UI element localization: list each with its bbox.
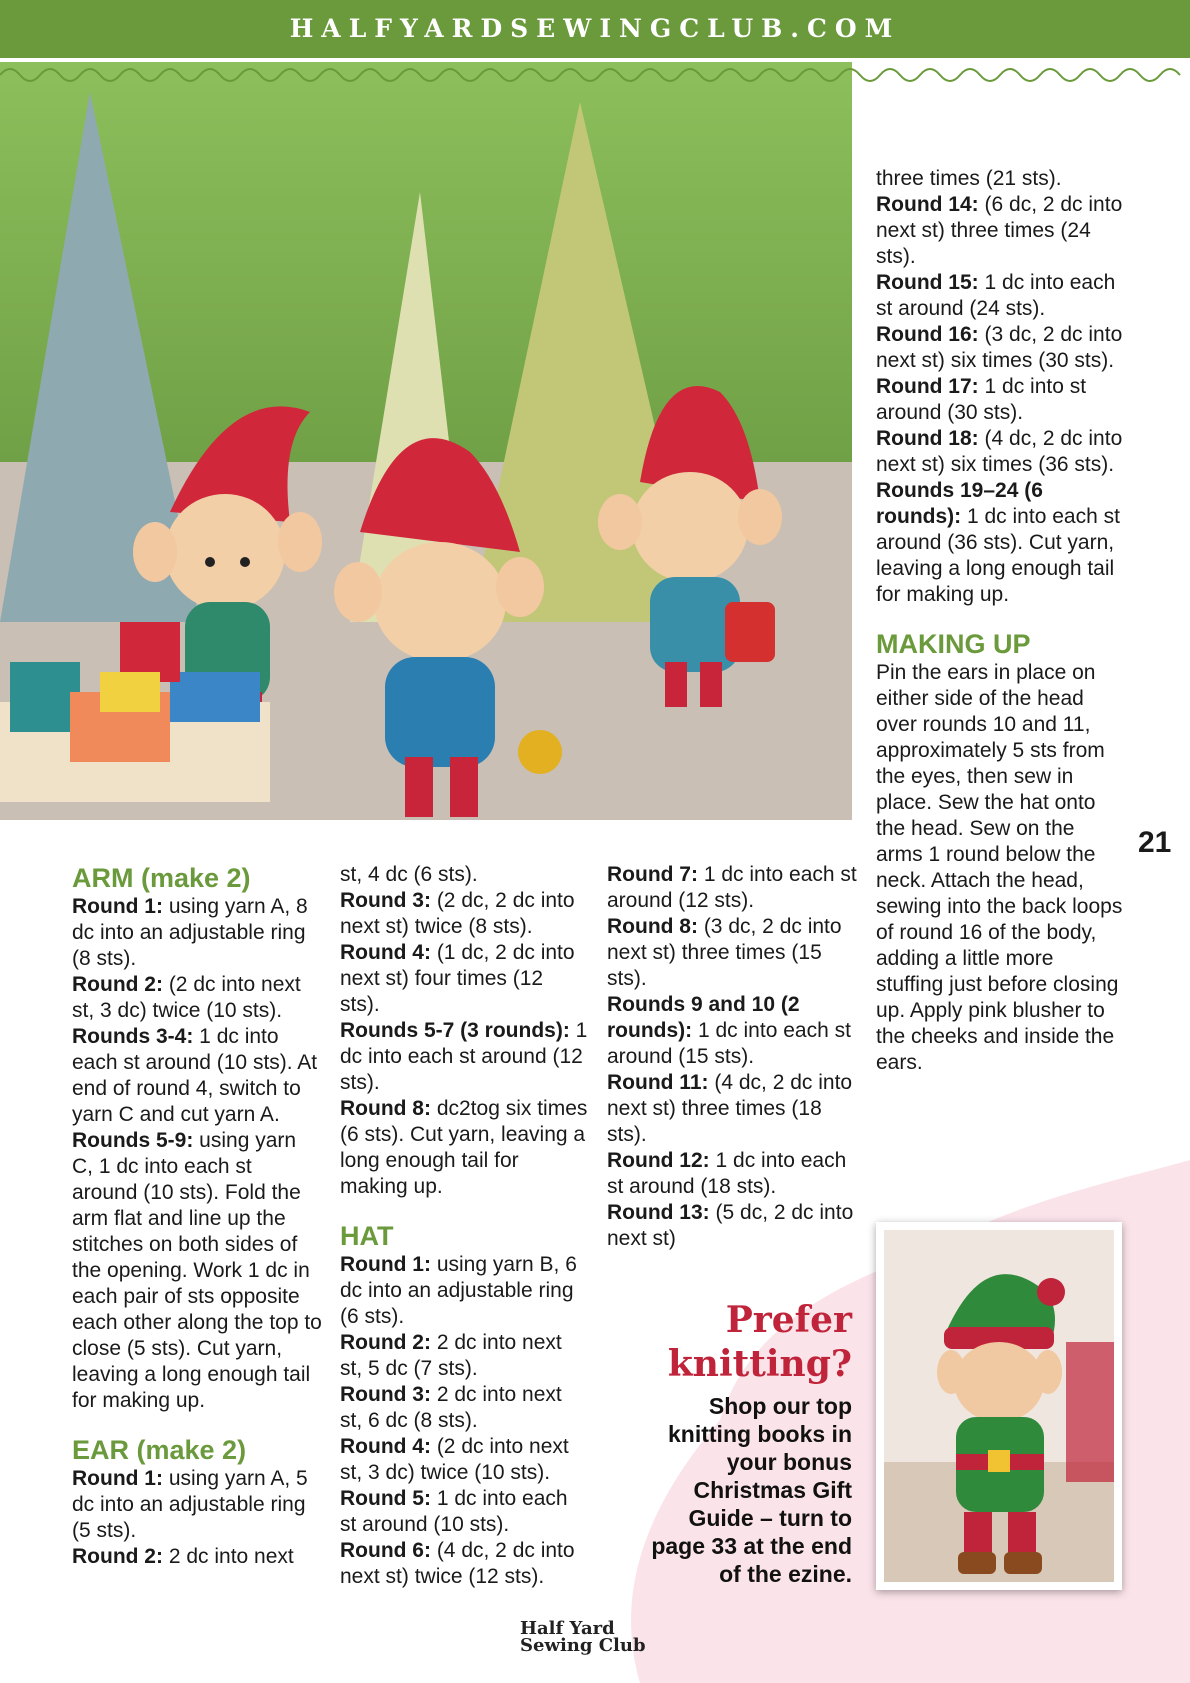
round-label: Round 5: <box>340 1487 431 1510</box>
pattern-round <box>340 1018 588 1096</box>
round-label: Rounds 5-9: <box>72 1129 194 1152</box>
round-label: Round 14: <box>876 193 979 216</box>
promo-title <box>640 1298 852 1386</box>
round-instruction: (3 dc, 2 dc into next st) three times (15 sts). <box>607 915 842 990</box>
pattern-round <box>876 478 1126 608</box>
round-instruction: 2 dc into next st, 5 dc (7 sts). <box>340 1331 562 1380</box>
pattern-round <box>607 862 857 914</box>
round-label: Round 6: <box>340 1539 431 1562</box>
round-instruction: using yarn A, 5 dc into an adjustable ring (5 sts). <box>72 1467 308 1542</box>
round-instruction: dc2tog six times (6 sts). Cut yarn, leaving a long enough tail for making up. <box>340 1097 588 1198</box>
round-instruction: (5 dc, 2 dc into next st) <box>607 1201 854 1250</box>
making-up-heading: MAKING UP <box>876 629 1031 659</box>
pattern-round <box>876 426 1126 478</box>
pattern-round <box>607 992 857 1070</box>
round-instruction: (4 dc, 2 dc into next st) six times (36 sts). <box>876 427 1123 476</box>
round-label: Round 13: <box>607 1201 710 1224</box>
round-instruction: 2 dc into next <box>162 1545 294 1568</box>
round-label: Round 15: <box>876 271 979 294</box>
pattern-round <box>72 972 322 1024</box>
pattern-round <box>876 192 1126 270</box>
round-instruction: 1 dc into each st around (12 sts). <box>607 863 857 912</box>
round-label: Round 1: <box>72 895 163 918</box>
site-url: HALFYARDSEWINGCLUB.COM <box>289 14 901 43</box>
round-label: Round 11: <box>607 1071 709 1094</box>
round-instruction: (2 dc into next st, 3 dc) twice (10 sts). <box>72 973 301 1022</box>
round-instruction: 1 dc into st around (30 sts). <box>876 375 1087 424</box>
round-label: Round 1: <box>72 1467 163 1490</box>
decorative-scroll-border <box>0 62 1190 88</box>
column-2 <box>340 862 588 1590</box>
pattern-round <box>340 1096 588 1200</box>
ear-heading: EAR (make 2) <box>72 1435 247 1465</box>
pattern-round <box>72 894 322 972</box>
promo-title-line1: Prefer <box>725 1299 852 1341</box>
pattern-round <box>72 1128 322 1414</box>
pattern-round <box>340 1434 588 1486</box>
round-label: Round 7: <box>607 863 698 886</box>
round-instruction: using yarn C, 1 dc into each st around (10 sts). Fold the arm flat and line up the stitches on both sides of the opening. Work 1 dc in each pair of sts opposite each other along the top to close (5 sts). Cut yarn, leaving a long enough tail for making up. <box>72 1129 322 1412</box>
round-label: Round 3: <box>340 889 431 912</box>
round-instruction: 1 dc into each st around (10 sts). <box>340 1487 568 1536</box>
round-label: Round 17: <box>876 375 979 398</box>
pattern-round <box>340 1252 588 1330</box>
pattern-round <box>340 1382 588 1434</box>
pattern-round <box>340 1538 588 1590</box>
hat-rounds-final <box>876 192 1126 608</box>
round-instruction: (1 dc, 2 dc into next st) four times (12 sts). <box>340 941 575 1016</box>
round-label: Round 8: <box>607 915 698 938</box>
ear-rounds <box>72 1466 322 1570</box>
footer-logo <box>520 1620 680 1654</box>
ear-rounds-continued <box>340 888 588 1200</box>
elves-illustration <box>0 62 852 820</box>
round-instruction: (6 dc, 2 dc into next st) three times (24 sts). <box>876 193 1123 268</box>
round-label: Round 2: <box>340 1331 431 1354</box>
hero-photo-crochet-elves <box>0 62 852 820</box>
round-label: Round 8: <box>340 1097 431 1120</box>
round-label: Round 12: <box>607 1149 710 1172</box>
round-label: Rounds 19–24 (6 rounds): <box>876 479 1043 528</box>
pattern-round <box>340 1486 588 1538</box>
footer-logo-line2: Sewing Club <box>520 1635 646 1656</box>
pattern-round <box>340 1330 588 1382</box>
round-label: Round 1: <box>340 1253 431 1276</box>
page-number: 21 <box>1138 826 1172 859</box>
footer-logo-line1: Half Yard <box>520 1618 615 1639</box>
round-instruction: using yarn B, 6 dc into an adjustable ring (6 sts). <box>340 1253 577 1328</box>
round-label: Round 4: <box>340 941 431 964</box>
round-label: Rounds 5-7 (3 rounds): <box>340 1019 570 1042</box>
knitted-elf-photo <box>876 1222 1122 1590</box>
pattern-round <box>607 1070 857 1148</box>
round-instruction: (4 dc, 2 dc into next st) twice (12 sts). <box>340 1539 575 1588</box>
hat-rounds <box>340 1252 588 1590</box>
arm-rounds <box>72 894 322 1414</box>
pattern-round <box>876 374 1126 426</box>
round-instruction: 1 dc into each st around (18 sts). <box>607 1149 847 1198</box>
hat-heading: HAT <box>340 1221 394 1251</box>
arm-heading: ARM (make 2) <box>72 863 251 893</box>
round-label: Rounds 3-4: <box>72 1025 194 1048</box>
making-up-text: Pin the ears in place on either side of the head over rounds 10 and 11, approximately 5 sts from the eyes, then sew in place. Sew the hat onto the head. Sew on the arms 1 round below the neck. Attach the head, sewing into the back loops of round 16 of the body, adding a little more stuffing just before closing up. Apply pink blusher to the cheeks and inside the ears. <box>876 661 1123 1074</box>
round-instruction: (3 dc, 2 dc into next st) six times (30 sts). <box>876 323 1123 372</box>
pattern-round <box>340 940 588 1018</box>
round-instruction: 1 dc into each st around (10 sts). At end of round 4, switch to yarn C and cut yarn A. <box>72 1025 318 1126</box>
promo-text: Shop our top knitting books in your bonus Christmas Gift Guide – turn to page 33 at the end of the ezine. <box>651 1393 852 1587</box>
column-1 <box>72 862 322 1570</box>
ear-continued-lead: st, 4 dc (6 sts). <box>340 863 478 886</box>
round-instruction: 2 dc into next st, 6 dc (8 sts). <box>340 1383 562 1432</box>
promo-title-line2: knitting? <box>667 1343 852 1385</box>
round-instruction: 1 dc into each st around (24 sts). <box>876 271 1116 320</box>
hat-continued-lead: three times (21 sts). <box>876 167 1062 190</box>
column-4 <box>876 166 1126 1076</box>
round-instruction: 1 dc into each st around (15 sts). <box>607 1019 851 1068</box>
pattern-round <box>607 914 857 992</box>
pattern-round <box>72 1024 322 1128</box>
round-label: Round 3: <box>340 1383 431 1406</box>
pattern-round <box>876 322 1126 374</box>
round-instruction: (4 dc, 2 dc into next st) three times (18 sts). <box>607 1071 853 1146</box>
round-label: Round 16: <box>876 323 979 346</box>
round-instruction: (2 dc into next st, 3 dc) twice (10 sts). <box>340 1435 569 1484</box>
round-label: Round 2: <box>72 973 163 996</box>
site-banner <box>0 0 1190 58</box>
pattern-round <box>340 888 588 940</box>
round-label: Round 2: <box>72 1545 163 1568</box>
round-instruction: using yarn A, 8 dc into an adjustable ring (8 sts). <box>72 895 308 970</box>
pattern-round <box>72 1466 322 1544</box>
round-label: Rounds 9 and 10 (2 rounds): <box>607 993 800 1042</box>
round-label: Round 18: <box>876 427 979 450</box>
round-instruction: (2 dc, 2 dc into next st) twice (8 sts). <box>340 889 575 938</box>
round-label: Round 4: <box>340 1435 431 1458</box>
round-instruction: 1 dc into each st around (12 sts). <box>340 1019 588 1094</box>
pattern-round <box>72 1544 322 1570</box>
pattern-round <box>876 270 1126 322</box>
knitted-elf-illustration <box>876 1222 1122 1590</box>
round-instruction: 1 dc into each st around (36 sts). Cut yarn, leaving a long enough tail for making up. <box>876 505 1120 606</box>
